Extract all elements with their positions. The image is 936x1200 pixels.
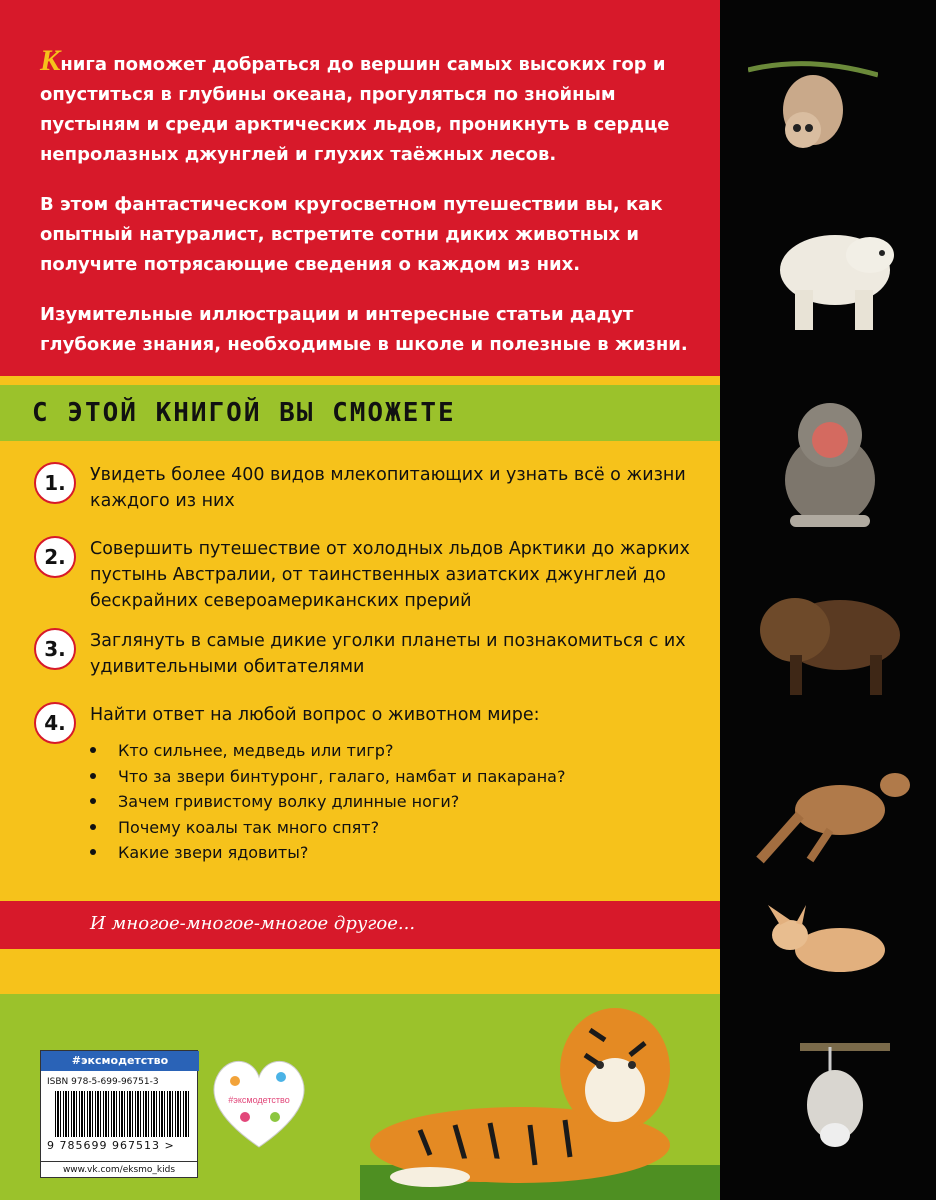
bullet-icon (90, 773, 96, 779)
bullet-icon (90, 849, 96, 855)
barcode-icon (55, 1091, 189, 1137)
intro-text (40, 46, 700, 380)
polar-bear-icon (760, 215, 910, 335)
heart-label: #эксмодетство (228, 1095, 290, 1105)
item-number: 4. (34, 702, 76, 744)
question-item: Какие звери ядовиты? (90, 840, 690, 866)
item-number: 3. (34, 628, 76, 670)
vk-link: www.vk.com/eksmo_kids (40, 1162, 198, 1178)
publisher-hashtag: #эксмодетство (41, 1051, 199, 1071)
question-list (90, 738, 690, 866)
intro-paragraph-1: Книга поможет добраться до вершин самых высоких гор и опуститься в глубины океана, прогуляться по знойным пустыням и среди арктических льдов, проникнуть в сердце непролазных джунглей и глухих таёжных лесов. (40, 44, 670, 165)
barcode-number: 9 785699 967513 > (47, 1139, 175, 1152)
bullet-icon (90, 824, 96, 830)
bison-icon (750, 590, 910, 700)
loris-icon (748, 50, 878, 160)
opossum-icon (790, 1035, 900, 1155)
intro-paragraph-2: В этом фантастическом кругосветном путешествии вы, как опытный натуралист, встретите сотни диких животных и получите потрясающие сведения о каждом из них. (40, 194, 663, 275)
heart-logo-icon (205, 1047, 313, 1155)
item-text: Заглянуть в самые дикие уголки планеты и познакомиться с их удивительными обитателями (90, 631, 686, 677)
question-item: Что за звери бинтуронг, галаго, намбат и пакарана? (90, 764, 690, 790)
intro-paragraph-3: Изумительные иллюстрации и интересные статьи дадут глубокие знания, необходимые в школе и полезные в жизни. (40, 304, 688, 355)
isbn-text: ISBN 978-5-699-96751-3 (47, 1077, 159, 1087)
item-text: Найти ответ на любой вопрос о животном мире: (90, 705, 540, 725)
question-item: Кто сильнее, медведь или тигр? (90, 738, 690, 764)
isbn-block (40, 1050, 198, 1162)
animal-strip (720, 0, 936, 1200)
drop-cap: К (40, 44, 61, 77)
bullet-icon (90, 798, 96, 804)
more-band (0, 901, 720, 949)
tiger-illustration (360, 985, 720, 1200)
section-heading: С ЭТОЙ КНИГОЙ ВЫ СМОЖЕТЕ (32, 398, 456, 428)
fennec-fox-icon (760, 905, 900, 985)
item-number: 2. (34, 536, 76, 578)
kangaroo-icon (750, 755, 920, 865)
item-number: 1. (34, 462, 76, 504)
question-item: Почему коалы так много спят? (90, 815, 690, 841)
item-text: Увидеть более 400 видов млекопитающих и узнать всё о жизни каждого из них (90, 465, 686, 511)
more-text: И многое-многое-многое другое... (90, 913, 416, 934)
monkey-icon (770, 395, 890, 530)
question-item: Зачем гривистому волку длинные ноги? (90, 789, 690, 815)
item-text: Совершить путешествие от холодных льдов Арктики до жарких пустынь Австралии, от таинственных азиатских джунглей до бескрайних североамериканских прерий (90, 539, 690, 611)
bullet-icon (90, 747, 96, 753)
